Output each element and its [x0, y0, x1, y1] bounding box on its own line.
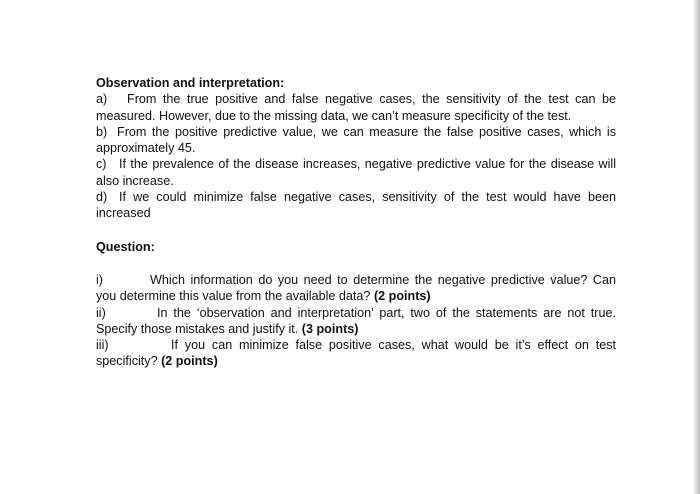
item-text: If the prevalence of the disease increases, negative predictive value for the disease will also increase. [96, 157, 616, 188]
observation-item-c [96, 156, 616, 189]
item-label: b) [96, 124, 108, 139]
item-label: i) [96, 272, 103, 287]
question-item-iii [96, 337, 616, 370]
item-text: From the positive predictive value, we can measure the false positive cases, which is approximately 45. [96, 124, 616, 156]
spacer [96, 255, 616, 272]
question-item-ii [96, 305, 616, 338]
observation-item-d [96, 189, 616, 222]
item-label: ii) [96, 305, 106, 320]
observation-item-a [96, 91, 616, 124]
points-label: (3 points) [301, 321, 359, 336]
observation-heading: Observation and interpretation: [96, 76, 285, 90]
points-label: (2 points) [161, 354, 218, 369]
document-body [96, 75, 616, 370]
question-heading: Question: [96, 239, 155, 254]
page-edge-shadow [692, 0, 700, 494]
spacer [96, 222, 616, 239]
item-label: d) [96, 190, 108, 205]
item-label: a) [96, 92, 108, 107]
item-text: If you can minimize false positive cases, what would be it’s effect on test specificity? [96, 338, 616, 369]
observation-item-b [96, 124, 616, 157]
item-text: If we could minimize false negative cases, sensitivity of the test would have been increased [96, 190, 616, 221]
item-text: In the ‘observation and interpretation’ part, two of the statements are not true. Specify those mistakes and justify it. [96, 305, 616, 336]
item-label: iii) [96, 338, 109, 353]
item-label: c) [96, 157, 107, 172]
item-text: Which information do you need to determine the negative predictive value? Can you determine this value from the available data? [96, 272, 616, 304]
item-text: From the true positive and false negative cases, the sensitivity of the test can be measured. However, due to the missing data, we can’t measure specificity of the test. [96, 92, 616, 123]
points-label: (2 points) [373, 289, 431, 304]
question-item-i [96, 272, 616, 305]
